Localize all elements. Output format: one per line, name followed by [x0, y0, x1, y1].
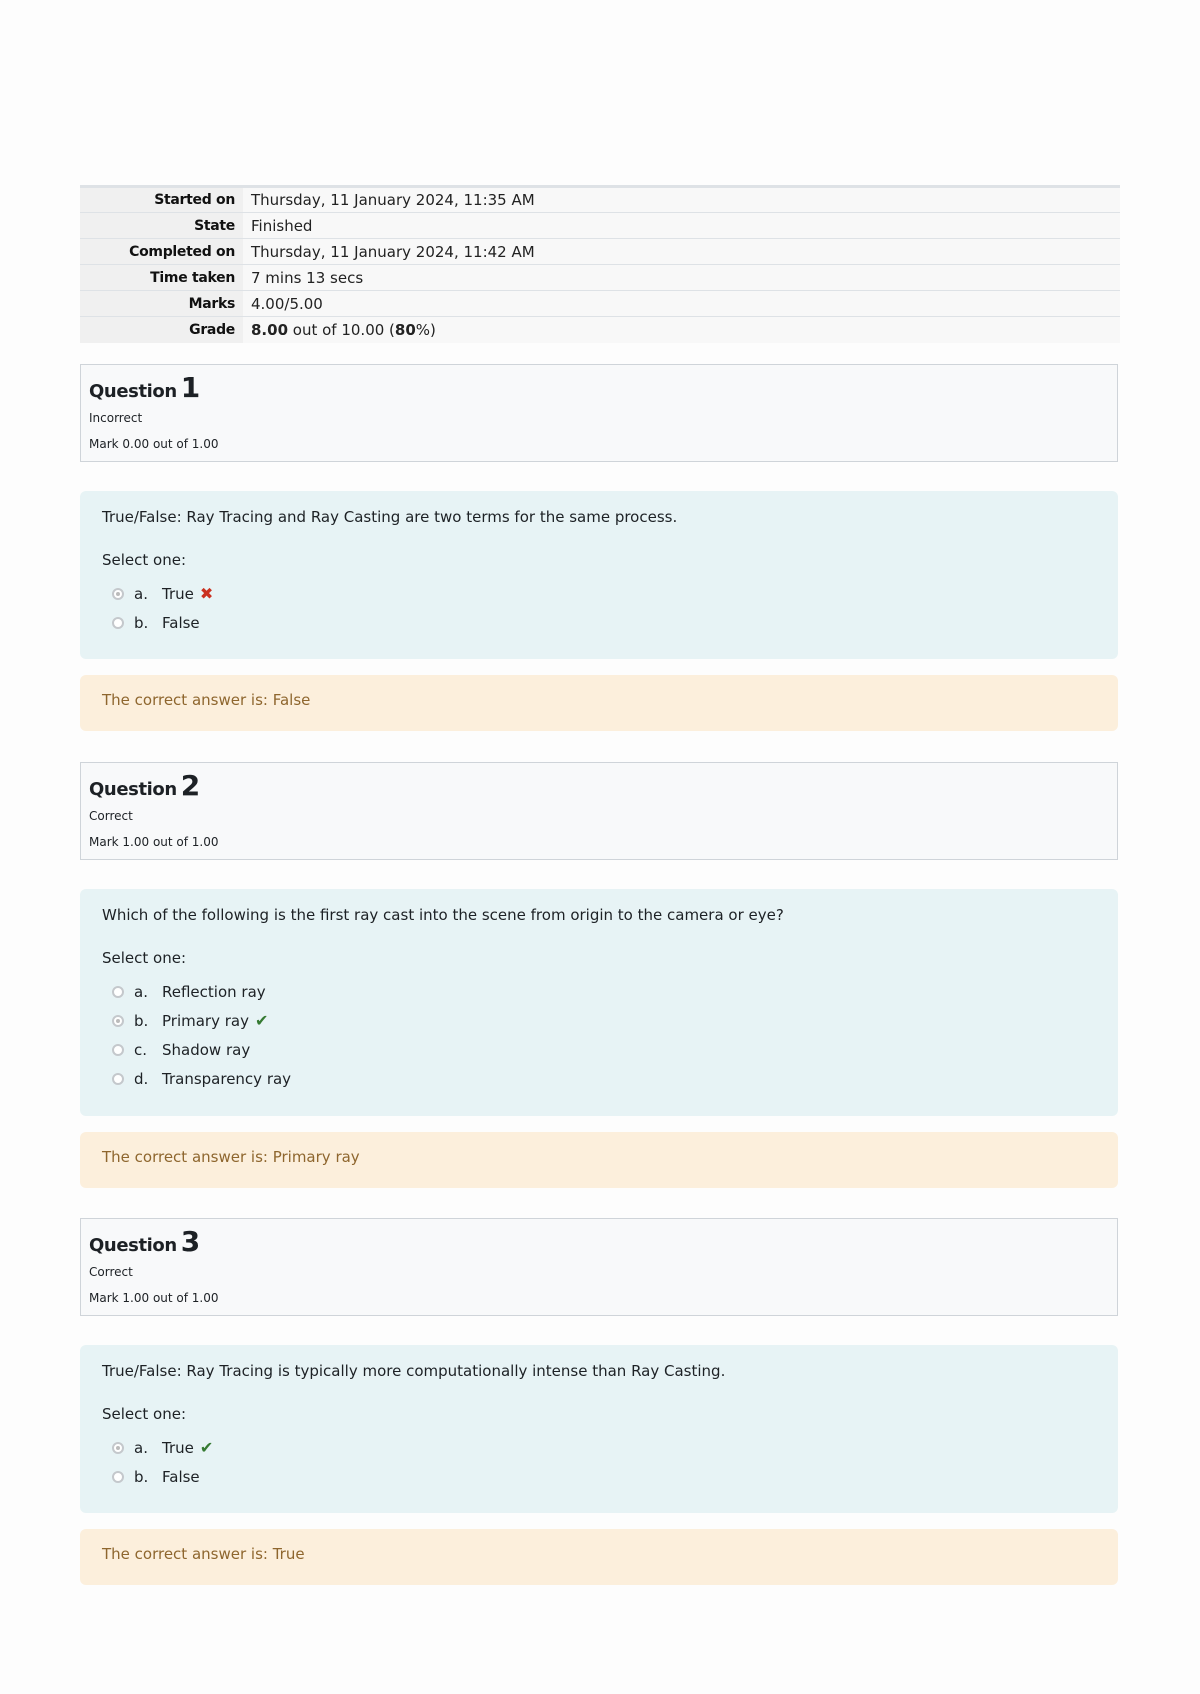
grade-mid: out of 10.00 ( — [288, 320, 395, 339]
question-number: 2 — [180, 769, 200, 802]
question-mark: Mark 1.00 out of 1.00 — [89, 1291, 219, 1305]
question-content-1 — [80, 491, 1118, 659]
option-letter: a. — [134, 1438, 148, 1457]
question-title — [89, 371, 1117, 405]
question-state: Correct — [89, 1265, 133, 1279]
summary-label: Marks — [80, 291, 243, 317]
grade-percent: 80 — [394, 320, 416, 339]
radio-button[interactable] — [112, 1073, 124, 1085]
correct-answer-feedback: The correct answer is: False — [80, 675, 1118, 731]
question-text: True/False: Ray Tracing and Ray Casting are two terms for the same process. — [102, 508, 678, 526]
answer-option[interactable] — [102, 977, 1118, 1006]
summary-row-state — [80, 213, 1120, 239]
question-title — [89, 769, 1117, 803]
question-info-1 — [80, 364, 1118, 462]
question-number: 1 — [180, 371, 200, 404]
question-content-3 — [80, 1345, 1118, 1513]
select-one-prompt: Select one: — [102, 551, 187, 569]
radio-button[interactable] — [112, 617, 124, 629]
answer-options — [102, 977, 1118, 1093]
option-letter: a. — [134, 584, 148, 603]
radio-button[interactable] — [112, 1471, 124, 1483]
answer-options — [102, 579, 1118, 637]
select-one-prompt: Select one: — [102, 949, 187, 967]
option-letter: b. — [134, 1467, 149, 1486]
answer-option[interactable] — [102, 1006, 1118, 1035]
select-one-prompt: Select one: — [102, 1405, 187, 1423]
option-letter: a. — [134, 982, 148, 1001]
option-text: Primary ray — [162, 1011, 249, 1030]
summary-label: Time taken — [80, 265, 243, 291]
summary-row-marks — [80, 291, 1120, 317]
answer-option[interactable] — [102, 608, 1118, 637]
summary-label: Completed on — [80, 239, 243, 265]
question-mark: Mark 1.00 out of 1.00 — [89, 835, 219, 849]
option-letter: b. — [134, 1011, 149, 1030]
option-text: Reflection ray — [162, 982, 266, 1001]
summary-row-grade — [80, 317, 1120, 343]
question-info-3 — [80, 1218, 1118, 1316]
question-mark: Mark 0.00 out of 1.00 — [89, 437, 219, 451]
radio-button[interactable] — [112, 1044, 124, 1056]
question-text: Which of the following is the first ray cast into the scene from origin to the camera or eye? — [102, 906, 784, 924]
summary-value: 4.00/5.00 — [243, 291, 1120, 317]
summary-row-completed — [80, 239, 1120, 265]
grade-end: %) — [415, 320, 436, 339]
answer-options — [102, 1433, 1118, 1491]
option-text: Shadow ray — [162, 1040, 251, 1059]
grade-score: 8.00 — [251, 320, 289, 339]
check-icon: ✔ — [254, 1011, 269, 1030]
option-letter: b. — [134, 613, 149, 632]
summary-value: Thursday, 11 January 2024, 11:42 AM — [243, 239, 1120, 265]
radio-button[interactable] — [112, 1015, 124, 1027]
option-text: False — [162, 613, 200, 632]
question-title — [89, 1225, 1117, 1259]
radio-button[interactable] — [112, 986, 124, 998]
summary-row-time — [80, 265, 1120, 291]
question-label: Question — [89, 1235, 177, 1256]
question-content-2 — [80, 889, 1118, 1116]
correct-answer-feedback: The correct answer is: True — [80, 1529, 1118, 1585]
answer-option[interactable] — [102, 1462, 1118, 1491]
summary-row-started — [80, 187, 1120, 213]
summary-label: Grade — [80, 317, 243, 343]
cross-icon: ✖ — [199, 584, 214, 603]
question-number: 3 — [180, 1225, 200, 1258]
correct-answer-feedback: The correct answer is: Primary ray — [80, 1132, 1118, 1188]
question-state: Correct — [89, 809, 133, 823]
answer-option[interactable] — [102, 1035, 1118, 1064]
summary-value — [243, 317, 1120, 343]
option-text: Transparency ray — [162, 1069, 292, 1088]
answer-option[interactable] — [102, 1064, 1118, 1093]
summary-value: 7 mins 13 secs — [243, 265, 1120, 291]
question-label: Question — [89, 381, 177, 402]
radio-button[interactable] — [112, 1442, 124, 1454]
check-icon: ✔ — [199, 1438, 214, 1457]
option-text: True — [162, 1438, 194, 1457]
answer-option[interactable] — [102, 1433, 1118, 1462]
summary-value: Thursday, 11 January 2024, 11:35 AM — [243, 187, 1120, 213]
question-text: True/False: Ray Tracing is typically more computationally intense than Ray Casting. — [102, 1362, 726, 1380]
option-letter: d. — [134, 1069, 149, 1088]
option-letter: c. — [134, 1040, 148, 1059]
option-text: False — [162, 1467, 200, 1486]
summary-label: State — [80, 213, 243, 239]
summary-value: Finished — [243, 213, 1120, 239]
option-text: True — [162, 584, 194, 603]
question-info-2 — [80, 762, 1118, 860]
answer-option[interactable] — [102, 579, 1118, 608]
radio-button[interactable] — [112, 588, 124, 600]
question-label: Question — [89, 779, 177, 800]
summary-label: Started on — [80, 187, 243, 213]
question-state: Incorrect — [89, 411, 143, 425]
attempt-summary-table — [80, 185, 1120, 343]
